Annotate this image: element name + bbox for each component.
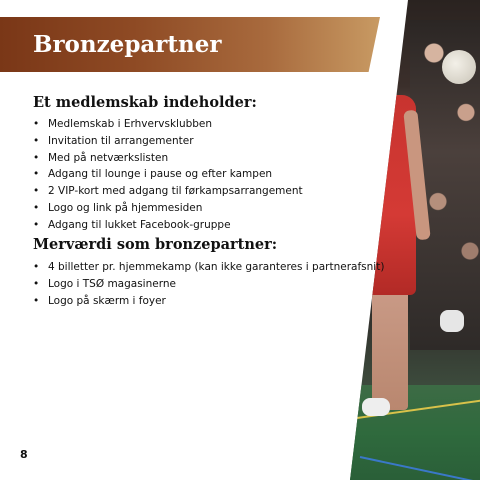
list-item-text: Logo og link på hjemmesiden [48,201,203,214]
page-number: 8 [20,448,28,461]
bullet: • [33,218,40,231]
photo-handball [442,50,476,84]
bullet: • [33,261,40,273]
list-item [33,150,303,167]
section-heading-membership: Et medlemskab indeholder: [33,94,257,111]
bullet: • [33,277,40,290]
bullet: • [33,185,40,198]
list-item [33,166,303,183]
list-item-text: Med på netværkslisten [48,151,169,164]
bullet: • [33,134,40,147]
list-item-text: Adgang til lounge i pause og efter kampen [48,168,273,181]
list-item-text: Medlemskab i Erhvervsklubben [48,118,213,130]
list-item-text: Logo på skærm i foyer [48,294,166,307]
bullet: • [33,151,40,164]
bullet: • [33,294,40,307]
list-item [33,116,303,133]
list-item-text: Invitation til arrangementer [48,134,194,147]
list-item-text: Adgang til lukket Facebook-gruppe [48,218,231,231]
list-item [33,183,303,200]
photo-player-shoe [440,310,464,332]
list-item-text: 4 billetter pr. hjemmekamp (kan ikke garanteres i partnerafsnit) [48,261,385,273]
list-item [33,200,303,217]
list-item-text: 2 VIP-kort med adgang til førkampsarrangement [48,185,303,198]
photo-player-shoe [362,398,390,416]
list-item [33,259,384,276]
section-heading-added-value: Merværdi som bronzepartner: [33,236,278,253]
page-title: Bronzepartner [33,31,222,58]
list-item [33,133,303,150]
membership-list [33,116,303,234]
list-item-text: Logo i TSØ magasinerne [48,277,176,290]
added-value-list [33,259,384,309]
handball-player-photo [350,0,480,480]
bullet: • [33,168,40,181]
bullet: • [33,201,40,214]
list-item [33,276,384,293]
list-item [33,293,384,310]
list-item [33,217,303,234]
bullet: • [33,118,40,130]
